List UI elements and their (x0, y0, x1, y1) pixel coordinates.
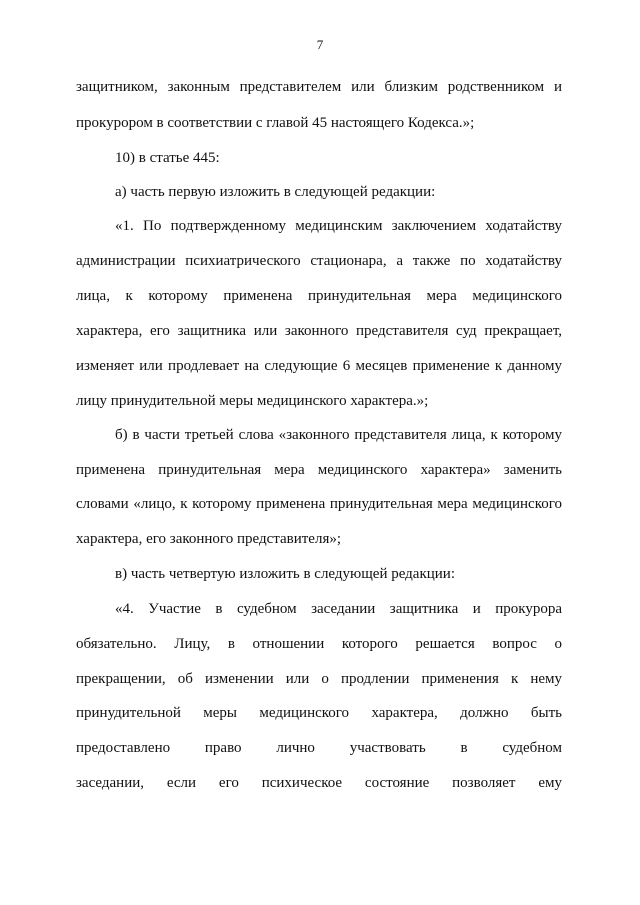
text-line: предоставлено право лично участвовать в судебном (76, 740, 562, 756)
text-line: заседании, если его психическое состояние позволяет ему (76, 775, 562, 791)
page-number: 7 (316, 37, 324, 52)
text-line: прокурором в соответствии с главой 45 настоящего Кодекса.»; (76, 115, 475, 131)
text-line: прекращении, об изменении или о продлении применения к нему (76, 671, 562, 687)
text-line: характера, его защитника или законного представителя суд прекращает, (76, 323, 562, 339)
text-line: «4. Участие в судебном заседании защитника и прокурора (115, 601, 562, 617)
text-line: 10) в статье 445: (115, 150, 220, 166)
text-line: обязательно. Лицу, в отношении которого решается вопрос о (76, 636, 562, 652)
text-line: лицу принудительной меры медицинского характера.»; (76, 393, 429, 409)
text-line: а) часть первую изложить в следующей редакции: (115, 184, 436, 200)
text-line: лица, к которому применена принудительная мера медицинского (76, 288, 562, 304)
text-line: в) часть четвертую изложить в следующей редакции: (115, 566, 456, 582)
text-line: «1. По подтвержденному медицинским заключением ходатайству (115, 218, 562, 234)
text-line: словами «лицо, к которому применена принудительная мера медицинского (76, 496, 562, 512)
text-line: применена принудительная мера медицинского характера» заменить (76, 462, 562, 478)
text-line: защитником, законным представителем или близким родственником и (76, 79, 562, 95)
text-line: б) в части третьей слова «законного представителя лица, к которому (115, 427, 562, 443)
text-line: администрации психиатрического стационара, а также по ходатайству (76, 253, 562, 269)
text-line: принудительной меры медицинского характера, должно быть (76, 705, 562, 721)
text-line: характера, его законного представителя»; (76, 531, 342, 547)
text-line: изменяет или продлевает на следующие 6 месяцев применение к данному (76, 358, 562, 374)
